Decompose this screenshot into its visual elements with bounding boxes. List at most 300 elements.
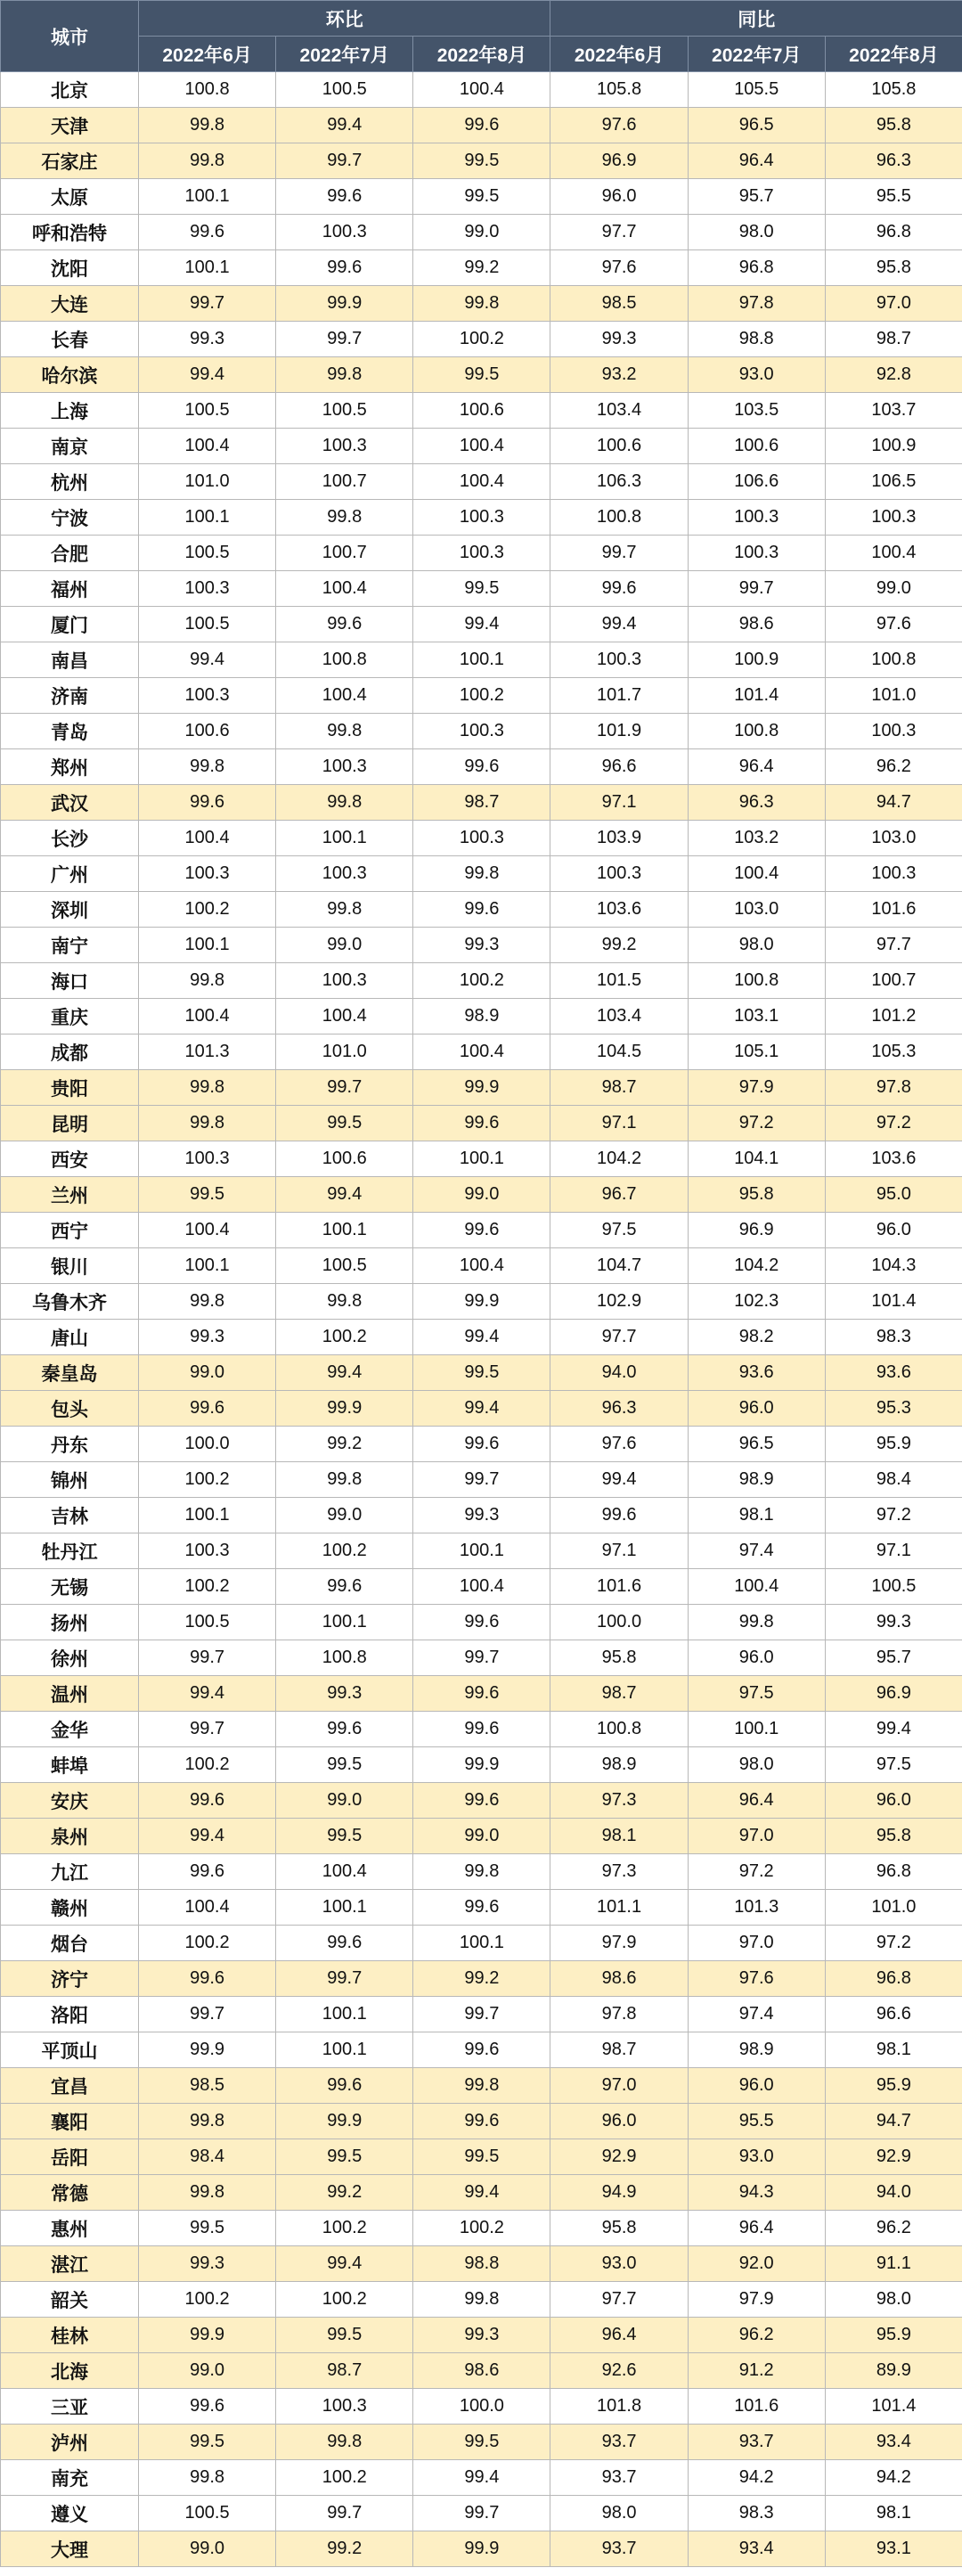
city-cell: 杭州 xyxy=(1,464,139,500)
mom-value-cell: 99.8 xyxy=(139,963,276,999)
table-row xyxy=(1,1141,962,1177)
yoy-value-cell: 101.6 xyxy=(550,1569,688,1605)
yoy-value-cell: 97.1 xyxy=(550,1533,688,1569)
yoy-value-cell: 100.8 xyxy=(550,1712,688,1747)
table-row xyxy=(1,856,962,892)
mom-value-cell: 99.0 xyxy=(413,1819,550,1854)
mom-value-cell: 99.8 xyxy=(276,892,413,928)
yoy-value-cell: 100.5 xyxy=(825,1569,962,1605)
yoy-value-cell: 93.1 xyxy=(825,2531,962,2567)
yoy-value-cell: 101.5 xyxy=(550,963,688,999)
city-cell: 北京 xyxy=(1,72,139,108)
yoy-value-cell: 103.0 xyxy=(825,821,962,856)
yoy-value-cell: 105.5 xyxy=(688,72,825,108)
yoy-value-cell: 103.6 xyxy=(550,892,688,928)
mom-value-cell: 99.6 xyxy=(413,1712,550,1747)
mom-value-cell: 99.6 xyxy=(276,250,413,286)
mom-value-cell: 100.1 xyxy=(139,928,276,963)
yoy-value-cell: 99.7 xyxy=(550,536,688,571)
yoy-value-cell: 93.7 xyxy=(550,2425,688,2460)
yoy-value-cell: 101.6 xyxy=(825,892,962,928)
mom-value-cell: 99.8 xyxy=(139,1070,276,1106)
mom-value-cell: 99.3 xyxy=(139,322,276,357)
mom-value-cell: 99.7 xyxy=(276,1961,413,1997)
mom-value-cell: 99.9 xyxy=(413,1284,550,1320)
yoy-value-cell: 99.6 xyxy=(550,571,688,607)
yoy-value-cell: 98.0 xyxy=(688,1747,825,1783)
table-row xyxy=(1,1854,962,1890)
yoy-value-cell: 92.9 xyxy=(825,2139,962,2175)
table-row xyxy=(1,1427,962,1462)
mom-month-header: 2022年6月 xyxy=(139,37,276,72)
mom-value-cell: 99.0 xyxy=(276,928,413,963)
yoy-value-cell: 97.9 xyxy=(688,1070,825,1106)
mom-value-cell: 100.4 xyxy=(413,72,550,108)
table-row xyxy=(1,642,962,678)
yoy-value-cell: 93.0 xyxy=(688,357,825,393)
yoy-value-cell: 104.1 xyxy=(688,1141,825,1177)
yoy-value-cell: 100.3 xyxy=(825,714,962,749)
city-cell: 呼和浩特 xyxy=(1,215,139,250)
yoy-value-cell: 97.8 xyxy=(550,1997,688,2032)
mom-value-cell: 100.4 xyxy=(139,821,276,856)
mom-value-cell: 99.7 xyxy=(413,1462,550,1498)
city-cell: 秦皇岛 xyxy=(1,1355,139,1391)
table-row xyxy=(1,1533,962,1569)
mom-value-cell: 99.7 xyxy=(413,2496,550,2531)
yoy-value-cell: 100.9 xyxy=(825,429,962,464)
mom-value-cell: 100.5 xyxy=(139,536,276,571)
yoy-value-cell: 92.0 xyxy=(688,2246,825,2282)
mom-value-cell: 99.6 xyxy=(413,2104,550,2139)
city-cell: 桂林 xyxy=(1,2318,139,2353)
mom-value-cell: 98.4 xyxy=(139,2139,276,2175)
yoy-value-cell: 100.4 xyxy=(825,536,962,571)
mom-value-cell: 99.8 xyxy=(276,500,413,536)
mom-value-cell: 99.0 xyxy=(413,215,550,250)
mom-value-cell: 100.4 xyxy=(413,1569,550,1605)
mom-value-cell: 98.6 xyxy=(413,2353,550,2389)
table-row xyxy=(1,2139,962,2175)
city-cell: 蚌埠 xyxy=(1,1747,139,1783)
mom-value-cell: 99.6 xyxy=(413,1106,550,1141)
table-row xyxy=(1,1676,962,1712)
mom-value-cell: 99.5 xyxy=(413,1355,550,1391)
yoy-value-cell: 96.4 xyxy=(688,143,825,179)
city-cell: 济南 xyxy=(1,678,139,714)
yoy-value-cell: 97.2 xyxy=(825,1106,962,1141)
mom-value-cell: 100.1 xyxy=(276,1605,413,1640)
yoy-value-cell: 96.0 xyxy=(825,1213,962,1248)
mom-value-cell: 99.6 xyxy=(413,749,550,785)
yoy-value-cell: 92.8 xyxy=(825,357,962,393)
yoy-value-cell: 95.7 xyxy=(825,1640,962,1676)
city-cell: 九江 xyxy=(1,1854,139,1890)
mom-value-cell: 99.9 xyxy=(413,1070,550,1106)
mom-value-cell: 99.4 xyxy=(276,2246,413,2282)
yoy-value-cell: 94.0 xyxy=(825,2175,962,2211)
yoy-value-cell: 96.4 xyxy=(688,1783,825,1819)
table-row xyxy=(1,2246,962,2282)
city-cell: 上海 xyxy=(1,393,139,429)
yoy-value-cell: 97.0 xyxy=(825,286,962,322)
yoy-value-cell: 91.1 xyxy=(825,2246,962,2282)
table-row xyxy=(1,1961,962,1997)
mom-value-cell: 99.8 xyxy=(276,1284,413,1320)
mom-value-cell: 100.4 xyxy=(276,678,413,714)
table-row xyxy=(1,2175,962,2211)
mom-month-header: 2022年8月 xyxy=(413,37,550,72)
yoy-value-cell: 95.8 xyxy=(825,1819,962,1854)
yoy-value-cell: 100.6 xyxy=(688,429,825,464)
mom-value-cell: 99.4 xyxy=(276,108,413,143)
yoy-value-cell: 97.0 xyxy=(550,2068,688,2104)
mom-value-cell: 99.7 xyxy=(413,1997,550,2032)
mom-value-cell: 99.6 xyxy=(413,892,550,928)
yoy-value-cell: 97.5 xyxy=(825,1747,962,1783)
yoy-value-cell: 96.6 xyxy=(825,1997,962,2032)
yoy-group-header: 同比 xyxy=(550,1,962,37)
mom-value-cell: 99.8 xyxy=(413,2068,550,2104)
mom-value-cell: 99.4 xyxy=(139,642,276,678)
yoy-value-cell: 100.3 xyxy=(550,856,688,892)
mom-value-cell: 100.3 xyxy=(413,536,550,571)
mom-value-cell: 99.6 xyxy=(276,1712,413,1747)
city-cell: 常德 xyxy=(1,2175,139,2211)
mom-value-cell: 100.2 xyxy=(276,1320,413,1355)
yoy-value-cell: 98.0 xyxy=(688,215,825,250)
mom-value-cell: 100.4 xyxy=(139,429,276,464)
city-cell: 吉林 xyxy=(1,1498,139,1533)
yoy-value-cell: 103.7 xyxy=(825,393,962,429)
mom-value-cell: 99.8 xyxy=(413,286,550,322)
table-row xyxy=(1,2531,962,2567)
table-row xyxy=(1,1926,962,1961)
yoy-value-cell: 96.8 xyxy=(825,215,962,250)
yoy-value-cell: 96.7 xyxy=(550,1177,688,1213)
mom-value-cell: 100.0 xyxy=(139,1427,276,1462)
yoy-value-cell: 96.9 xyxy=(825,1676,962,1712)
yoy-value-cell: 100.3 xyxy=(825,856,962,892)
city-cell: 天津 xyxy=(1,108,139,143)
mom-value-cell: 99.6 xyxy=(413,1605,550,1640)
yoy-value-cell: 95.5 xyxy=(688,2104,825,2139)
mom-value-cell: 99.6 xyxy=(413,1890,550,1926)
yoy-value-cell: 101.6 xyxy=(688,2389,825,2425)
yoy-value-cell: 105.8 xyxy=(550,72,688,108)
mom-value-cell: 99.7 xyxy=(139,1997,276,2032)
mom-value-cell: 100.2 xyxy=(413,322,550,357)
yoy-value-cell: 100.4 xyxy=(688,856,825,892)
yoy-value-cell: 99.4 xyxy=(825,1712,962,1747)
yoy-value-cell: 93.7 xyxy=(688,2425,825,2460)
mom-value-cell: 99.4 xyxy=(276,1355,413,1391)
yoy-value-cell: 95.0 xyxy=(825,1177,962,1213)
mom-value-cell: 100.2 xyxy=(139,892,276,928)
yoy-value-cell: 103.0 xyxy=(688,892,825,928)
table-row xyxy=(1,1605,962,1640)
mom-value-cell: 99.3 xyxy=(139,2246,276,2282)
mom-value-cell: 100.3 xyxy=(276,429,413,464)
yoy-value-cell: 102.9 xyxy=(550,1284,688,1320)
table-row xyxy=(1,1284,962,1320)
mom-value-cell: 98.8 xyxy=(413,2246,550,2282)
yoy-value-cell: 95.3 xyxy=(825,1391,962,1427)
mom-value-cell: 99.3 xyxy=(276,1676,413,1712)
mom-value-cell: 100.6 xyxy=(413,393,550,429)
mom-value-cell: 100.2 xyxy=(139,2282,276,2318)
yoy-value-cell: 96.2 xyxy=(825,2211,962,2246)
yoy-value-cell: 97.8 xyxy=(688,286,825,322)
mom-value-cell: 100.1 xyxy=(276,2032,413,2068)
yoy-value-cell: 96.2 xyxy=(825,749,962,785)
yoy-value-cell: 96.8 xyxy=(825,1961,962,1997)
yoy-value-cell: 98.7 xyxy=(550,1676,688,1712)
table-row xyxy=(1,464,962,500)
city-cell: 南充 xyxy=(1,2460,139,2496)
yoy-value-cell: 98.2 xyxy=(688,1320,825,1355)
yoy-value-cell: 97.9 xyxy=(688,2282,825,2318)
mom-value-cell: 98.7 xyxy=(276,2353,413,2389)
mom-value-cell: 99.8 xyxy=(139,1106,276,1141)
mom-value-cell: 99.8 xyxy=(276,785,413,821)
mom-value-cell: 99.0 xyxy=(413,1177,550,1213)
yoy-value-cell: 103.2 xyxy=(688,821,825,856)
mom-value-cell: 100.5 xyxy=(139,607,276,642)
yoy-value-cell: 97.1 xyxy=(550,785,688,821)
table-row xyxy=(1,999,962,1034)
mom-value-cell: 100.0 xyxy=(413,2389,550,2425)
yoy-value-cell: 101.8 xyxy=(550,2389,688,2425)
mom-value-cell: 99.7 xyxy=(139,286,276,322)
yoy-value-cell: 101.1 xyxy=(550,1890,688,1926)
mom-value-cell: 99.4 xyxy=(413,607,550,642)
yoy-value-cell: 97.1 xyxy=(550,1106,688,1141)
mom-value-cell: 100.1 xyxy=(139,500,276,536)
yoy-value-cell: 99.3 xyxy=(550,322,688,357)
city-cell: 济宁 xyxy=(1,1961,139,1997)
table-row xyxy=(1,1320,962,1355)
mom-value-cell: 99.8 xyxy=(139,108,276,143)
mom-value-cell: 99.6 xyxy=(276,179,413,215)
mom-value-cell: 100.4 xyxy=(413,429,550,464)
city-cell: 牡丹江 xyxy=(1,1533,139,1569)
mom-value-cell: 100.2 xyxy=(276,2282,413,2318)
yoy-value-cell: 99.7 xyxy=(688,571,825,607)
city-cell: 石家庄 xyxy=(1,143,139,179)
mom-value-cell: 98.9 xyxy=(413,999,550,1034)
yoy-value-cell: 100.8 xyxy=(688,963,825,999)
table-row xyxy=(1,72,962,108)
city-cell: 南京 xyxy=(1,429,139,464)
table-row xyxy=(1,2104,962,2139)
yoy-value-cell: 93.0 xyxy=(688,2139,825,2175)
yoy-value-cell: 98.1 xyxy=(688,1498,825,1533)
mom-value-cell: 100.5 xyxy=(139,1605,276,1640)
mom-value-cell: 100.4 xyxy=(413,1248,550,1284)
table-row xyxy=(1,1070,962,1106)
city-cell: 银川 xyxy=(1,1248,139,1284)
mom-value-cell: 99.2 xyxy=(276,2531,413,2567)
yoy-value-cell: 100.3 xyxy=(688,536,825,571)
mom-value-cell: 99.8 xyxy=(139,749,276,785)
mom-value-cell: 100.7 xyxy=(276,464,413,500)
mom-value-cell: 99.6 xyxy=(139,1854,276,1890)
yoy-value-cell: 96.2 xyxy=(688,2318,825,2353)
yoy-value-cell: 103.9 xyxy=(550,821,688,856)
yoy-value-cell: 98.0 xyxy=(550,2496,688,2531)
mom-value-cell: 100.4 xyxy=(139,1213,276,1248)
city-cell: 惠州 xyxy=(1,2211,139,2246)
mom-value-cell: 100.5 xyxy=(139,2496,276,2531)
mom-value-cell: 100.8 xyxy=(276,642,413,678)
mom-value-cell: 99.6 xyxy=(413,1783,550,1819)
mom-value-cell: 99.4 xyxy=(413,2460,550,2496)
mom-value-cell: 99.4 xyxy=(413,1320,550,1355)
mom-value-cell: 99.0 xyxy=(276,1498,413,1533)
table-row xyxy=(1,2460,962,2496)
city-cell: 昆明 xyxy=(1,1106,139,1141)
table-row xyxy=(1,2496,962,2531)
yoy-value-cell: 93.6 xyxy=(688,1355,825,1391)
mom-value-cell: 100.8 xyxy=(139,72,276,108)
yoy-value-cell: 96.0 xyxy=(825,1783,962,1819)
yoy-value-cell: 97.4 xyxy=(688,1533,825,1569)
city-cell: 赣州 xyxy=(1,1890,139,1926)
mom-value-cell: 100.3 xyxy=(139,571,276,607)
city-cell: 深圳 xyxy=(1,892,139,928)
city-cell: 丹东 xyxy=(1,1427,139,1462)
yoy-value-cell: 100.3 xyxy=(825,500,962,536)
yoy-value-cell: 93.0 xyxy=(550,2246,688,2282)
yoy-value-cell: 96.5 xyxy=(688,1427,825,1462)
mom-value-cell: 99.5 xyxy=(139,1177,276,1213)
mom-value-cell: 99.6 xyxy=(276,607,413,642)
mom-value-cell: 99.8 xyxy=(413,1854,550,1890)
city-cell: 福州 xyxy=(1,571,139,607)
mom-value-cell: 99.7 xyxy=(276,322,413,357)
city-cell: 厦门 xyxy=(1,607,139,642)
yoy-value-cell: 97.7 xyxy=(825,928,962,963)
mom-value-cell: 99.5 xyxy=(413,571,550,607)
table-row xyxy=(1,536,962,571)
city-cell: 海口 xyxy=(1,963,139,999)
city-cell: 沈阳 xyxy=(1,250,139,286)
city-cell: 太原 xyxy=(1,179,139,215)
mom-value-cell: 100.4 xyxy=(413,464,550,500)
mom-value-cell: 100.1 xyxy=(276,1997,413,2032)
table-row xyxy=(1,1355,962,1391)
city-cell: 锦州 xyxy=(1,1462,139,1498)
yoy-value-cell: 97.1 xyxy=(825,1533,962,1569)
mom-value-cell: 100.5 xyxy=(276,393,413,429)
mom-value-cell: 100.4 xyxy=(413,1034,550,1070)
yoy-value-cell: 96.4 xyxy=(688,749,825,785)
city-cell: 唐山 xyxy=(1,1320,139,1355)
table-row xyxy=(1,1747,962,1783)
city-cell: 烟台 xyxy=(1,1926,139,1961)
mom-value-cell: 99.3 xyxy=(139,1320,276,1355)
yoy-value-cell: 99.8 xyxy=(688,1605,825,1640)
yoy-value-cell: 105.8 xyxy=(825,72,962,108)
table-row xyxy=(1,1213,962,1248)
yoy-value-cell: 98.9 xyxy=(688,2032,825,2068)
city-cell: 宁波 xyxy=(1,500,139,536)
mom-value-cell: 99.6 xyxy=(139,1783,276,1819)
yoy-value-cell: 98.0 xyxy=(688,928,825,963)
yoy-value-cell: 96.8 xyxy=(688,250,825,286)
yoy-value-cell: 89.9 xyxy=(825,2353,962,2389)
mom-value-cell: 99.6 xyxy=(276,1569,413,1605)
mom-value-cell: 99.7 xyxy=(276,2496,413,2531)
mom-value-cell: 100.6 xyxy=(139,714,276,749)
mom-value-cell: 100.4 xyxy=(139,1890,276,1926)
mom-value-cell: 99.5 xyxy=(276,2318,413,2353)
yoy-value-cell: 95.8 xyxy=(550,2211,688,2246)
mom-value-cell: 100.4 xyxy=(276,999,413,1034)
mom-value-cell: 99.0 xyxy=(139,2531,276,2567)
mom-value-cell: 100.3 xyxy=(139,856,276,892)
yoy-value-cell: 95.9 xyxy=(825,1427,962,1462)
yoy-value-cell: 98.3 xyxy=(688,2496,825,2531)
table-row xyxy=(1,2032,962,2068)
mom-value-cell: 100.2 xyxy=(139,1569,276,1605)
yoy-value-cell: 95.5 xyxy=(825,179,962,215)
yoy-value-cell: 98.7 xyxy=(550,1070,688,1106)
table-row xyxy=(1,1462,962,1498)
mom-value-cell: 99.8 xyxy=(139,143,276,179)
table-row xyxy=(1,963,962,999)
yoy-value-cell: 97.9 xyxy=(550,1926,688,1961)
mom-value-cell: 99.9 xyxy=(139,2032,276,2068)
yoy-value-cell: 95.8 xyxy=(688,1177,825,1213)
mom-value-cell: 99.7 xyxy=(276,143,413,179)
yoy-value-cell: 98.1 xyxy=(825,2032,962,2068)
mom-value-cell: 99.6 xyxy=(139,1961,276,1997)
mom-value-cell: 99.0 xyxy=(139,1355,276,1391)
mom-value-cell: 100.1 xyxy=(276,1213,413,1248)
mom-value-cell: 100.2 xyxy=(139,1926,276,1961)
mom-value-cell: 99.9 xyxy=(276,1391,413,1427)
table-row xyxy=(1,2353,962,2389)
city-cell: 湛江 xyxy=(1,2246,139,2282)
yoy-value-cell: 96.4 xyxy=(550,2318,688,2353)
yoy-value-cell: 98.7 xyxy=(550,2032,688,2068)
yoy-value-cell: 95.8 xyxy=(550,1640,688,1676)
yoy-value-cell: 93.7 xyxy=(550,2531,688,2567)
mom-value-cell: 100.4 xyxy=(276,1854,413,1890)
yoy-value-cell: 101.4 xyxy=(688,678,825,714)
yoy-value-cell: 101.0 xyxy=(825,1890,962,1926)
mom-value-cell: 100.3 xyxy=(139,1533,276,1569)
mom-value-cell: 99.6 xyxy=(413,1676,550,1712)
mom-value-cell: 99.5 xyxy=(413,357,550,393)
yoy-value-cell: 100.8 xyxy=(688,714,825,749)
yoy-value-cell: 95.7 xyxy=(688,179,825,215)
yoy-value-cell: 96.9 xyxy=(688,1213,825,1248)
mom-value-cell: 99.4 xyxy=(139,357,276,393)
yoy-value-cell: 96.9 xyxy=(550,143,688,179)
table-row xyxy=(1,429,962,464)
yoy-value-cell: 97.3 xyxy=(550,1783,688,1819)
table-row xyxy=(1,1640,962,1676)
mom-value-cell: 101.0 xyxy=(276,1034,413,1070)
yoy-value-cell: 98.5 xyxy=(550,286,688,322)
mom-value-cell: 99.6 xyxy=(139,215,276,250)
yoy-value-cell: 92.6 xyxy=(550,2353,688,2389)
city-cell: 青岛 xyxy=(1,714,139,749)
yoy-value-cell: 101.7 xyxy=(550,678,688,714)
